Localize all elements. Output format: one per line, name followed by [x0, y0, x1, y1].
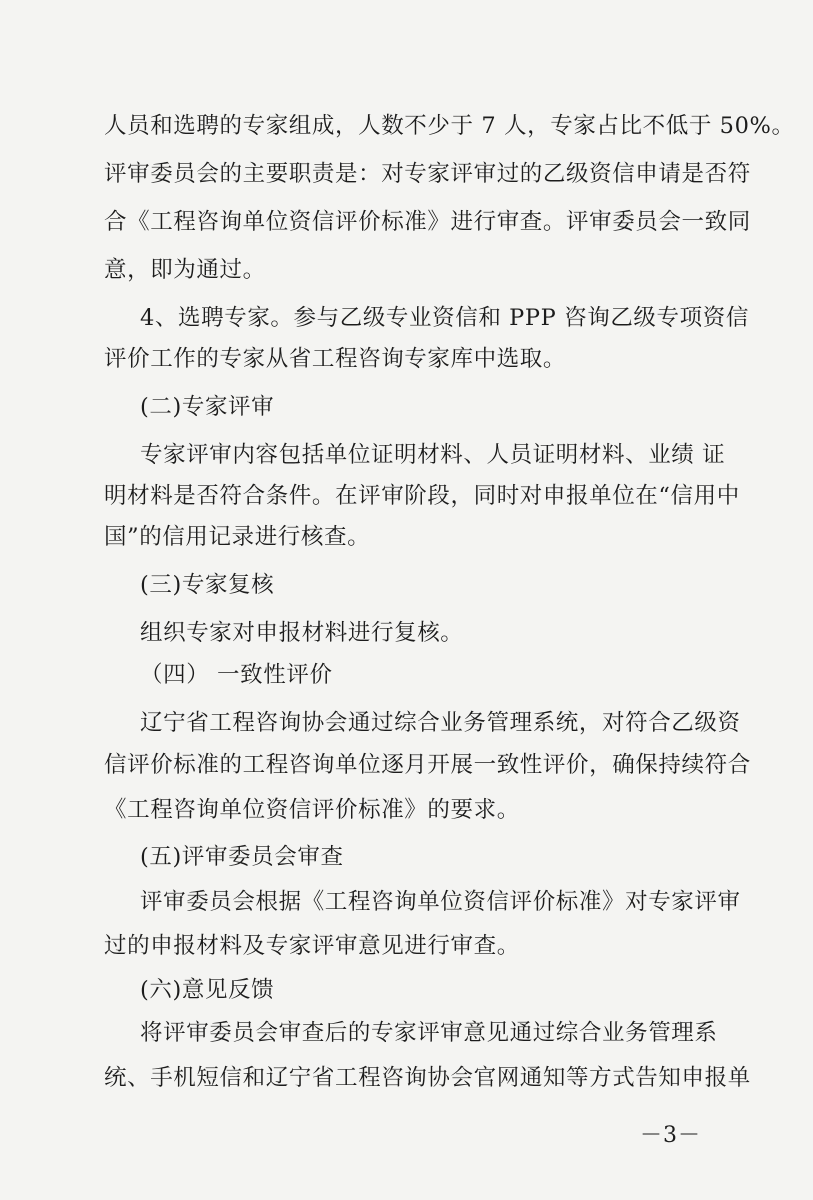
body-text-line: 信评价标准的工程咨询单位逐月开展一致性评价，确保持续符合	[104, 752, 751, 778]
body-text-line: 评审委员会根据《工程咨询单位资信评价标准》对专家评审	[140, 889, 741, 915]
section-heading: (六)意见反馈	[140, 977, 275, 1003]
body-text-line: 《工程咨询单位资信评价标准》的要求。	[104, 797, 520, 823]
body-text-line: 过的申报材料及专家评审意见进行审查。	[104, 933, 520, 959]
body-text-line: 合《工程咨询单位资信评价标准》进行审查。评审委员会一致同	[104, 209, 751, 235]
body-text-line: 专家评审内容包括单位证明材料、人员证明材料、业绩 证	[140, 442, 726, 468]
body-text-line: 辽宁省工程咨询协会通过综合业务管理系统，对符合乙级资	[140, 710, 741, 736]
section-heading: （四） 一致性评价	[140, 662, 333, 688]
body-text-line: 统、手机短信和辽宁省工程咨询协会官网通知等方式告知申报单	[104, 1065, 751, 1091]
body-text-line: 国”的信用记录进行核查。	[104, 524, 371, 550]
body-text-line: 组织专家对申报材料进行复核。	[140, 620, 464, 646]
page-number: －3－	[640, 1123, 701, 1148]
body-text-line: 人员和选聘的专家组成，人数不少于 7 人，专家占比不低于 50%。	[104, 113, 795, 139]
body-text-line: 将评审委员会审查后的专家评审意见通过综合业务管理系	[140, 1020, 718, 1046]
body-text-line: 明材料是否符合条件。在评审阶段，同时对申报单位在“信用中	[104, 483, 740, 509]
body-text-line: 评审委员会的主要职责是：对专家评审过的乙级资信申请是否符	[104, 161, 751, 187]
section-heading: (五)评审委员会审查	[140, 844, 344, 870]
body-text-line: 评价工作的专家从省工程咨询专家库中选取。	[104, 346, 567, 372]
section-heading: (二)专家评审	[140, 394, 275, 420]
body-text-line: 4、选聘专家。参与乙级专业资信和 PPP 咨询乙级专项资信	[140, 305, 749, 331]
section-heading: (三)专家复核	[140, 572, 275, 598]
body-text-line: 意，即为通过。	[104, 257, 266, 283]
